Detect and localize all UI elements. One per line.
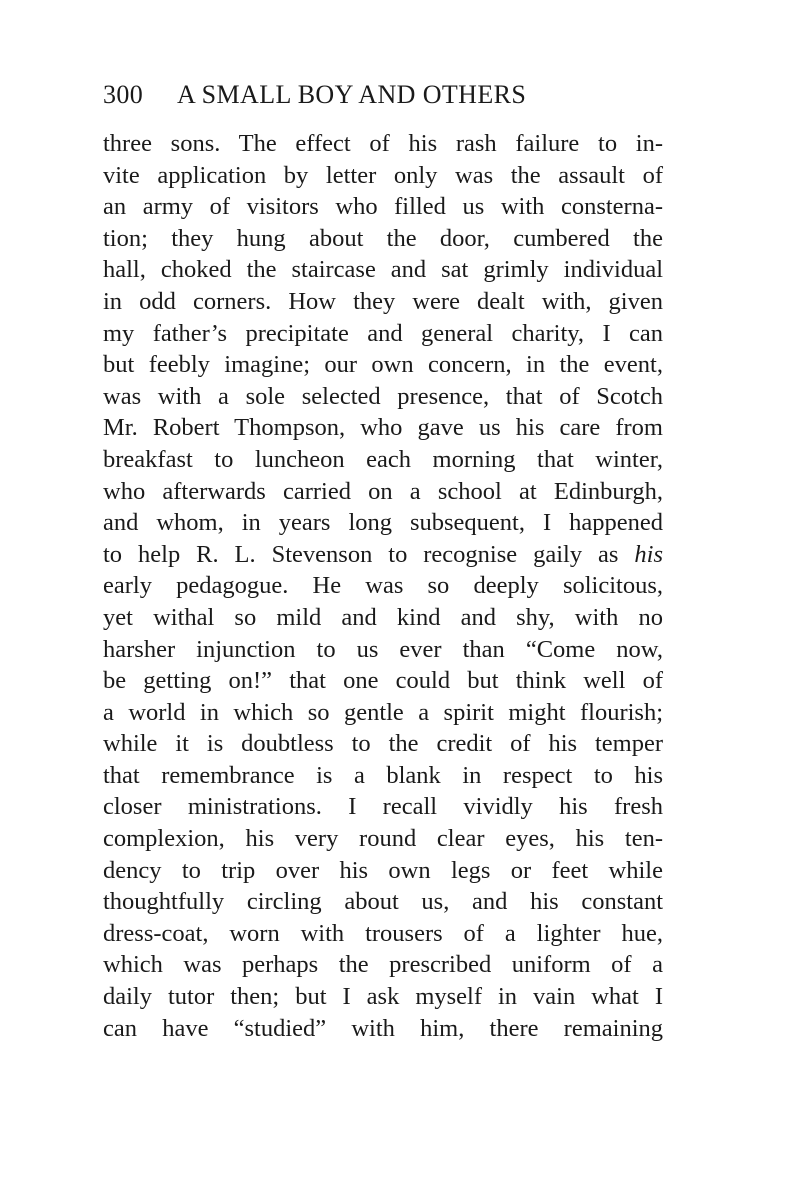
text-line: hall, choked the staircase and sat grimly individual <box>103 256 663 284</box>
text-line: but feebly imagine; our own concern, in the event, <box>103 351 663 379</box>
text-line: yet withal so mild and kind and shy, with no <box>103 603 663 631</box>
text-line: my father’s precipitate and general charity, I can <box>103 319 663 347</box>
running-head <box>103 80 526 110</box>
text-line: early pedagogue. He was so deeply solicitous, <box>103 572 663 600</box>
text-line: thoughtfully circling about us, and his constant <box>103 888 663 916</box>
text-line: dress-coat, worn with trousers of a lighter hue, <box>103 919 663 947</box>
text-line: to help R. L. Stevenson to recognise gaily as his <box>103 540 663 568</box>
text-line: vite application by letter only was the assault of <box>103 161 663 189</box>
text-line: Mr. Robert Thompson, who gave us his care from <box>103 414 663 442</box>
text-line: complexion, his very round clear eyes, his ten- <box>103 825 663 853</box>
page-number: 300 <box>103 80 144 109</box>
body-text <box>103 128 663 1044</box>
book-title: A SMALL BOY AND OTHERS <box>177 80 527 109</box>
text-line: which was perhaps the prescribed uniform of a <box>103 951 663 979</box>
text-line: was with a sole selected presence, that of Scotch <box>103 382 663 410</box>
text-line: in odd corners. How they were dealt with, given <box>103 287 663 315</box>
text-line: three sons. The effect of his rash failure to in- <box>103 130 663 157</box>
emphasis-text: his <box>634 540 663 568</box>
text-line: breakfast to luncheon each morning that winter, <box>103 445 663 473</box>
text-line: that remembrance is a blank in respect to his <box>103 761 663 789</box>
text-line: tion; they hung about the door, cumbered the <box>103 224 663 252</box>
text-line: harsher injunction to us ever than “Come now, <box>103 635 663 663</box>
text-line: an army of visitors who filled us with consterna- <box>103 193 663 221</box>
text-line: dency to trip over his own legs or feet while <box>103 856 663 884</box>
text-line: and whom, in years long subsequent, I happened <box>103 509 663 537</box>
text-line: while it is doubtless to the credit of his temper <box>103 730 663 758</box>
text-line: a world in which so gentle a spirit might flourish; <box>103 698 663 726</box>
text-line: be getting on!” that one could but think well of <box>103 667 663 695</box>
text-line: who afterwards carried on a school at Edinburgh, <box>103 477 663 505</box>
text-line: can have “studied” with him, there remaining <box>103 1014 663 1042</box>
text-line: daily tutor then; but I ask myself in vain what I <box>103 983 663 1011</box>
text-line: closer ministrations. I recall vividly his fresh <box>103 793 663 821</box>
